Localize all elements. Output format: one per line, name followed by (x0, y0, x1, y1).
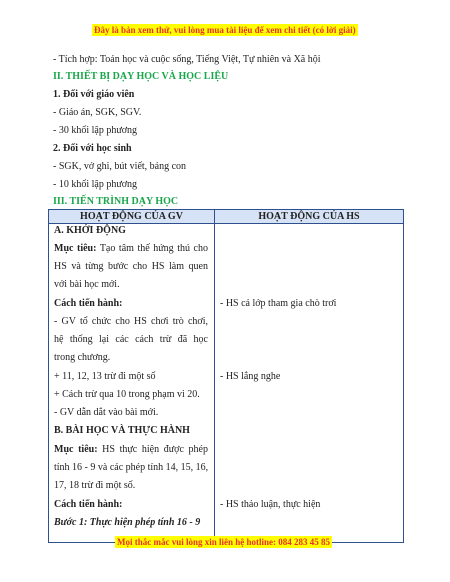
gv-column-header: HOẠT ĐỘNG CỦA GV (49, 210, 215, 224)
a-goal-label: Mục tiêu: (54, 243, 97, 254)
a-line-2: hệ thống lại các cách trừ đã học (54, 334, 208, 345)
b-goal-line-1 (54, 443, 208, 456)
section-a-title: A. KHỞI ĐỘNG (54, 225, 126, 236)
integration-line: - Tích hợp: Toán học và cuộc sống, Tiếng Việt, Tự nhiên và Xã hội (53, 54, 321, 65)
a-line-4: + 11, 12, 13 trừ đi một số (54, 371, 156, 382)
a-line-6: - GV dẫn dắt vào bài mới. (54, 407, 159, 418)
b-method-label: Cách tiến hành: (54, 499, 123, 510)
teacher-heading: 1. Đối với giáo viên (53, 89, 135, 100)
a-line-1: - GV tổ chức cho HS chơi trò chơi, (54, 316, 208, 327)
student-item-1: - SGK, vở ghi, bút viết, bảng con (53, 161, 187, 172)
teacher-item-2: - 30 khối lập phương (53, 125, 138, 136)
a-line-3: trong chương. (54, 352, 111, 363)
student-item-2: - 10 khối lập phương (53, 179, 138, 190)
b-goal-line-2: tính 16 - 9 và các phép tính 14, 15, 16, (54, 462, 209, 473)
teacher-item-1: - Giáo án, SGK, SGV. (53, 107, 142, 118)
a-goal-text-1: Tạo tâm thế hứng thú cho (96, 243, 208, 254)
preview-banner: Đây là bản xem thử, vui lòng mua tài liệu để xem chi tiết (có lời giải) (94, 25, 356, 35)
hs-column-header: HOẠT ĐỘNG CỦA HS (215, 210, 404, 224)
section-2-title: II. THIẾT BỊ DẠY HỌC VÀ HỌC LIỆU (53, 71, 229, 82)
a-goal-line-1 (54, 242, 208, 255)
a-goal-line-2: HS và từng bước cho HS làm quen (54, 261, 208, 272)
a-goal-line-3: với bài học mới. (54, 279, 120, 290)
a-line-5: + Cách trừ qua 10 trong phạm vi 20. (54, 389, 200, 400)
b-goal-line-3: 17, 18 trừ đi một số. (54, 480, 136, 491)
hs-line-3: - HS thảo luận, thực hiện (220, 499, 321, 510)
student-heading: 2. Đối với học sinh (53, 143, 132, 154)
hs-line-2: - HS lắng nghe (220, 371, 281, 382)
section-b-title: B. BÀI HỌC VÀ THỰC HÀNH (54, 425, 190, 436)
b-goal-text-1: HS thực hiện được phép (97, 444, 208, 455)
hotline-footer: Mọi thắc mắc vui lòng xin liên hệ hotline: 084 283 45 85 (117, 537, 331, 547)
section-3-title: III. TIẾN TRÌNH DẠY HỌC (53, 196, 179, 207)
b-step-1: Bước 1: Thực hiện phép tính 16 - 9 (54, 517, 201, 528)
activity-table (48, 209, 404, 543)
hs-line-1: - HS cả lớp tham gia chò trơi (220, 298, 337, 309)
b-goal-label: Mục tiêu: (54, 444, 98, 455)
a-method-label: Cách tiến hành: (54, 298, 123, 309)
